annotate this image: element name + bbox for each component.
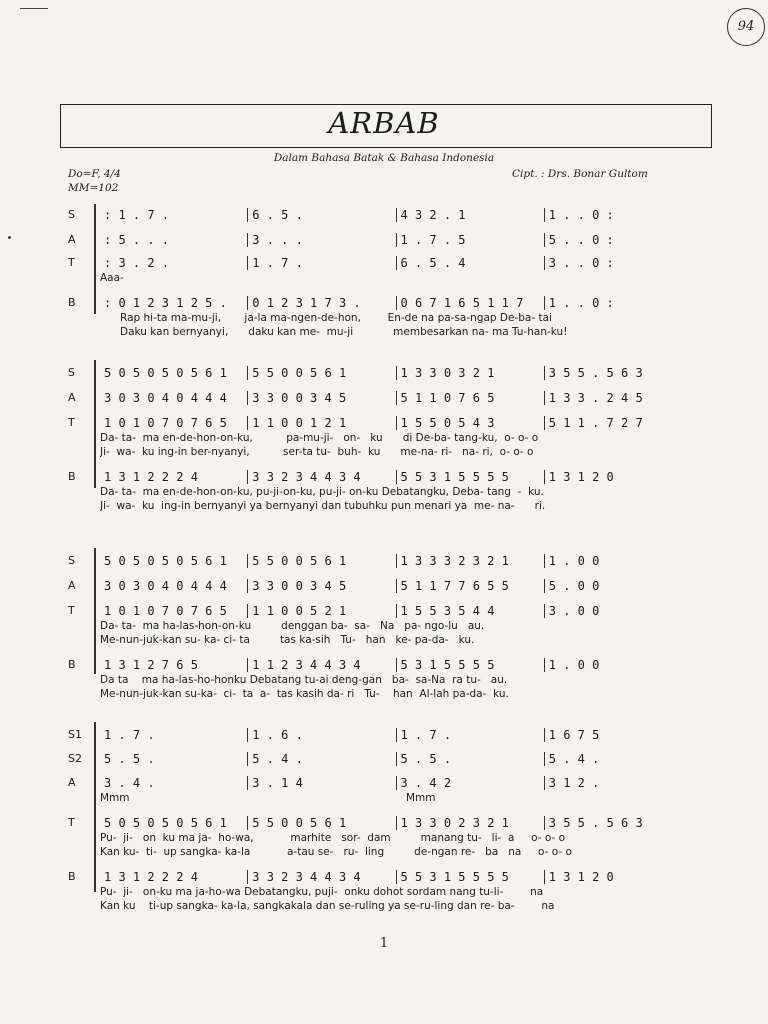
- measure: 3 0 3 0 4 0 4 4 4: [104, 579, 227, 593]
- part-label: T: [68, 416, 75, 429]
- part-label: T: [68, 256, 75, 269]
- measure: 5 5 0 0 5 6 1: [247, 816, 395, 830]
- notation-row: [100, 776, 692, 790]
- measure: 3 . 4 .: [104, 776, 155, 790]
- lyric-line: Daku kan bernyanyi, daku kan me- mu-ji membesarkan na- ma Tu-han-ku!: [120, 326, 568, 338]
- measure: 5 5 3 1 5 5 5 5: [396, 470, 544, 484]
- measure: 5 5 3 1 5 5 5 5: [396, 870, 544, 884]
- tenor-lyric-line: Kan ku- ti- up sangka- ka-la a-tau se- ru- ling de-ngan re- ba na o- o- o: [100, 846, 572, 858]
- part-label: A: [68, 776, 76, 789]
- part-label: A: [68, 391, 76, 404]
- measure: : 3 . 2 .: [104, 256, 170, 270]
- measure: 3 . . 0 :: [544, 256, 692, 270]
- measure: 5 5 0 0 5 6 1: [247, 554, 395, 568]
- notation-row: [100, 256, 692, 270]
- measure: 1 0 1 0 7 0 7 6 5: [104, 416, 227, 430]
- measure: 0 6 7 1 6 5 1 1 7: [396, 296, 544, 310]
- part-label: S2: [68, 752, 82, 765]
- measure: 1 3 3 0 2 3 2 1: [396, 816, 544, 830]
- measure: 4 3 2 . 1: [396, 208, 544, 222]
- page-number: 1: [379, 936, 389, 951]
- lyric-line: Kan ku ti-up sangka- ka-la, sangkakala dan se-ruling ya se-ru-ling dan re- ba- na: [100, 900, 555, 912]
- hum-text: Mmm: [406, 792, 436, 804]
- part-label: T: [68, 816, 75, 829]
- measure: 1 3 3 3 2 3 2 1: [396, 554, 544, 568]
- key-time-signature: Do=F, 4/4: [68, 168, 121, 180]
- part-label: T: [68, 604, 75, 617]
- notation-row: [100, 416, 692, 430]
- notation-row: [100, 870, 692, 884]
- measure: 3 3 0 0 3 4 5: [247, 579, 395, 593]
- measure: 3 5 5 . 5 6 3: [544, 366, 692, 380]
- subtitle: Dalam Bahasa Batak & Bahasa Indonesia: [273, 152, 495, 164]
- measure: 1 1 0 0 5 2 1: [247, 604, 395, 618]
- measure: 1 1 0 0 1 2 1: [247, 416, 395, 430]
- scan-speck: [8, 236, 11, 239]
- measure: 1 . 7 .: [396, 728, 544, 742]
- measure: 5 . 5 .: [104, 752, 155, 766]
- measure: 3 . 1 4: [247, 776, 395, 790]
- lyric-line: Da- ta- ma en-de-hon-on-ku, pu-ji-on-ku, pu-ji- on-ku Debatangku, Deba- tang - ku.: [100, 486, 544, 498]
- measure: 3 . 4 2: [396, 776, 544, 790]
- notation-row: [100, 579, 692, 593]
- measure: 3 . 0 0: [544, 604, 692, 618]
- part-label: B: [68, 658, 76, 671]
- tenor-lyric-line: Da- ta- ma en-de-hon-on-ku, pa-mu-ji- on- ku di De-ba- tang-ku, o- o- o: [100, 432, 539, 444]
- tenor-lyric-line: Ji- wa- ku ing-in ber-nyanyi, ser-ta tu- buh- ku me-na- ri- na- ri, o- o- o: [100, 446, 534, 458]
- notation-row: [100, 470, 692, 484]
- measure: 0 1 2 3 1 7 3 .: [247, 296, 395, 310]
- measure: 1 . 0 0: [544, 658, 692, 672]
- scan-mark: [20, 8, 48, 9]
- measure: 1 3 3 0 3 2 1: [396, 366, 544, 380]
- measure: 5 5 0 0 5 6 1: [247, 366, 395, 380]
- notation-row: [100, 208, 692, 222]
- part-label: S: [68, 208, 75, 221]
- notation-row: [100, 391, 692, 405]
- measure: 1 3 1 2 7 6 5: [104, 658, 198, 672]
- notation-row: [100, 604, 692, 618]
- measure: 3 . . .: [247, 233, 395, 247]
- system-4-barline: [94, 722, 96, 892]
- lyric-line: Me-nun-juk-kan su-ka- ci- ta a- tas kasih da- ri Tu- han Al-lah pa-da- ku.: [100, 688, 509, 700]
- tenor-lyric-line: Da- ta- ma ha-las-hon-on-ku denggan ba- sa- Na pa- ngo-lu au.: [100, 620, 485, 632]
- part-label: S1: [68, 728, 82, 741]
- measure: 5 0 5 0 5 0 5 6 1: [104, 816, 227, 830]
- notation-row: [100, 233, 692, 247]
- notation-row: [100, 658, 692, 672]
- tenor-lyric-line: Me-nun-juk-kan su- ka- ci- ta tas ka-sih Tu- han ke- pa-da- ku.: [100, 634, 475, 646]
- measure: 5 . 0 0: [544, 579, 692, 593]
- notation-row: [100, 366, 692, 380]
- tenor-lyric-line: Pu- ji- on ku ma ja- ho-wa, marhite sor- dam manang tu- li- a o- o- o: [100, 832, 566, 844]
- measure: 1 . 7 .: [104, 728, 155, 742]
- measure: : 0 1 2 3 1 2 5 .: [104, 296, 227, 310]
- measure: : 1 . 7 .: [104, 208, 170, 222]
- measure: 3 1 2 .: [544, 776, 692, 790]
- measure: 1 5 5 0 5 4 3: [396, 416, 544, 430]
- measure: 1 3 1 2 2 2 4: [104, 470, 198, 484]
- tempo-marking: MM=102: [68, 182, 119, 194]
- measure: 1 . 0 0: [544, 554, 692, 568]
- notation-row: [100, 728, 692, 742]
- part-label: A: [68, 579, 76, 592]
- lyric-line: Pu- ji- on-ku ma ja-ho-wa Debatangku, puji- onku dohot sordam nang tu-li- na: [100, 886, 544, 898]
- measure: 1 3 1 2 0: [544, 870, 692, 884]
- measure: 3 3 2 3 4 4 3 4: [247, 470, 395, 484]
- measure: : 5 . . .: [104, 233, 170, 247]
- measure: 1 3 3 . 2 4 5: [544, 391, 692, 405]
- lyric-line: Ji- wa- ku ing-in bernyanyi ya bernyanyi dan tubuhku pun menari ya me- na- ri.: [100, 500, 546, 512]
- measure: 3 3 2 3 4 4 3 4: [247, 870, 395, 884]
- measure: 1 . 6 .: [247, 728, 395, 742]
- measure: 5 1 1 . 7 2 7: [544, 416, 692, 430]
- system-3-barline: [94, 548, 96, 674]
- lyric-line: Rap hi-ta ma-mu-ji, ja-la ma-ngen-de-hon, En-de na pa-sa-ngap De-ba- tai: [120, 312, 552, 324]
- song-title: ARBAB: [328, 106, 440, 140]
- measure: 5 . 5 .: [396, 752, 544, 766]
- measure: 1 3 1 2 2 2 4: [104, 870, 198, 884]
- measure: 5 . 4 .: [544, 752, 692, 766]
- part-label: B: [68, 870, 76, 883]
- lyric-line: Da ta ma ha-las-ho-honku Debatang tu-ai deng-gan ba- sa-Na ra tu- au.: [100, 674, 508, 686]
- measure: 5 0 5 0 5 0 5 6 1: [104, 366, 227, 380]
- measure: 3 0 3 0 4 0 4 4 4: [104, 391, 227, 405]
- vocalise-text: Aaa-: [100, 272, 124, 284]
- part-label: B: [68, 470, 76, 483]
- measure: 1 . 7 . 5: [396, 233, 544, 247]
- measure: 1 6 7 5: [544, 728, 692, 742]
- measure: 1 . . 0 :: [544, 296, 692, 310]
- measure: 1 3 1 2 0: [544, 470, 692, 484]
- measure: 6 . 5 . 4: [396, 256, 544, 270]
- notation-row: [100, 554, 692, 568]
- measure: 3 5 5 . 5 6 3: [544, 816, 692, 830]
- part-label: A: [68, 233, 76, 246]
- notation-row: [100, 816, 692, 830]
- measure: 3 3 0 0 3 4 5: [247, 391, 395, 405]
- page-mark: 94: [727, 8, 765, 46]
- measure: 5 0 5 0 5 0 5 6 1: [104, 554, 227, 568]
- part-label: S: [68, 366, 75, 379]
- measure: 5 . 4 .: [247, 752, 395, 766]
- measure: 5 1 1 0 7 6 5: [396, 391, 544, 405]
- part-label: S: [68, 554, 75, 567]
- notation-row: [100, 296, 692, 310]
- measure: 1 1 2 3 4 4 3 4: [247, 658, 395, 672]
- measure: 6 . 5 .: [247, 208, 395, 222]
- measure: 1 5 5 3 5 4 4: [396, 604, 544, 618]
- part-label: B: [68, 296, 76, 309]
- notation-row: [100, 752, 692, 766]
- composer: Cipt. : Drs. Bonar Gultom: [512, 168, 648, 180]
- measure: 1 0 1 0 7 0 7 6 5: [104, 604, 227, 618]
- system-2-barline: [94, 360, 96, 488]
- measure: 5 1 1 7 7 6 5 5: [396, 579, 544, 593]
- measure: 5 3 1 5 5 5 5: [396, 658, 544, 672]
- measure: 5 . . 0 :: [544, 233, 692, 247]
- hum-text: Mmm: [100, 792, 130, 804]
- measure: 1 . 7 .: [247, 256, 395, 270]
- system-1-barline: [94, 204, 96, 314]
- measure: 1 . . 0 :: [544, 208, 692, 222]
